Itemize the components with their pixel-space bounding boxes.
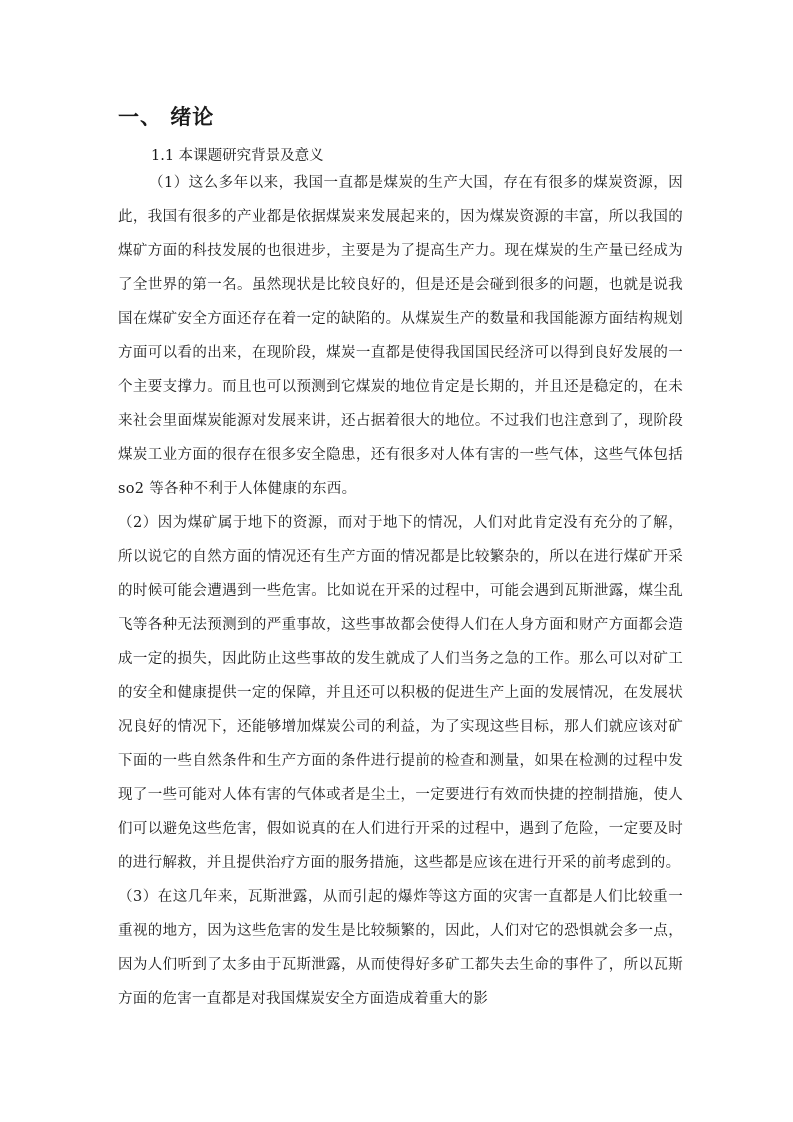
paragraph-3: （3）在这几年来，瓦斯泄露，从而引起的爆炸等这方面的灾害一直都是人们比较重一重视的地方，因为这些危害的发生是比较频繁的，因此，人们对它的恐惧就会多一点，因为人们听到了太多由于瓦斯泄露，从而使得好多矿工都失去生命的事件了，所以瓦斯方面的危害一直都是对我国煤炭安全方面造成着重大的影: [118, 889, 683, 1007]
body-text: [118, 166, 683, 1016]
paragraph-1: （1）这么多年以来，我国一直都是煤炭的生产大国，存在有很多的煤炭资源，因此，我国有很多的产业都是依据煤炭来发展起来的，因为煤炭资源的丰富，所以我国的煤矿方面的科技发展的也很进步，主要是为了提高生产力。现在煤炭的生产量已经成为了全世界的第一名。虽然现状是比较良好的，但是还是会碰到很多的问题，也就是说我国在煤矿安全方面还存在着一定的缺陷的。从煤炭生产的数量和我国能源方面结构规划方面可以看的出来，在现阶段，煤炭一直都是使得我国国民经济可以得到良好发展的一个主要支撑力。而且也可以预测到它煤炭的地位肯定是长期的，并且还是稳定的，在未来社会里面煤炭能源对发展来讲，还占据着很大的地位。不过我们也注意到了，现阶段煤炭工业方面的很存在很多安全隐患，还有很多对人体有害的一些气体，这些气体包括 so2 等各种不利于人体健康的东西。: [118, 175, 683, 497]
chapter-heading: 一、 绪论: [118, 105, 215, 129]
section-subheading: 1.1 本课题研究背景及意义: [151, 148, 324, 164]
paragraph-2: （2）因为煤矿属于地下的资源，而对于地下的情况，人们对此肯定没有充分的了解，所以说它的自然方面的情况还有生产方面的情况都是比较繁杂的，所以在进行煤矿开采的时候可能会遭遇到一些危害。比如说在开采的过程中，可能会遇到瓦斯泄露，煤尘乱飞等各种无法预测到的严重事故，这些事故都会使得人们在人身方面和财产方面都会造成一定的损失，因此防止这些事故的发生就成了人们当务之急的工作。那么可以对矿工的安全和健康提供一定的保障，并且还可以积极的促进生产上面的发展情况，在发展状况良好的情况下，还能够增加煤炭公司的利益，为了实现这些目标，那人们就应该对矿下面的一些自然条件和生产方面的条件进行提前的检查和测量，如果在检测的过程中发现了一些可能对人体有害的气体或者是尘土，一定要进行有效而快捷的控制措施，使人们可以避免这些危害，假如说真的在人们进行开采的过程中，遇到了危险，一定要及时的进行解救，并且提供治疗方面的服务措施，这些都是应该在进行开采的前考虑到的。: [118, 515, 683, 871]
